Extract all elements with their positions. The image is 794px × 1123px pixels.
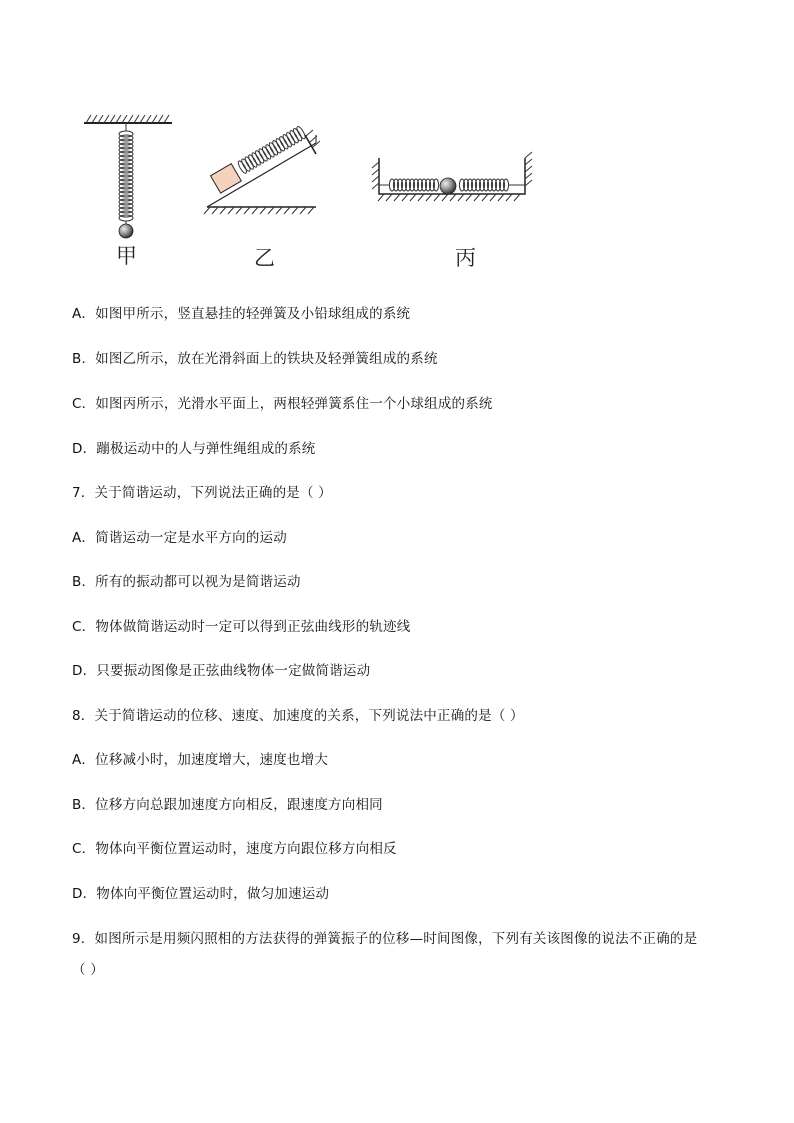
- q9-stem: 9．如图所示是用频闪照相的方法获得的弹簧振子的位移—时间图像，下列有关该图像的说法不正确的是: [72, 931, 698, 947]
- q6-option-a: A．如图甲所示，竖直悬挂的轻弹簧及小铅球组成的系统: [72, 306, 411, 322]
- q7-option-d: D．只要振动图像是正弦曲线物体一定做简谐运动: [72, 663, 371, 679]
- q7-stem: 7．关于简谐运动，下列说法正确的是（ ）: [72, 485, 332, 501]
- q8-stem: 8．关于简谐运动的位移、速度、加速度的关系，下列说法中正确的是（ ）: [72, 708, 524, 724]
- spring-figures: [0, 0, 794, 290]
- q6-option-b: B．如图乙所示，放在光滑斜面上的铁块及轻弹簧组成的系统: [72, 351, 438, 367]
- figure-jia: [84, 115, 172, 238]
- figure-label-bing: 丙: [455, 246, 476, 270]
- q8-option-b: B．位移方向总跟加速度方向相反，跟速度方向相同: [72, 797, 383, 813]
- figure-label-yi: 乙: [254, 246, 275, 270]
- q8-option-c: C．物体向平衡位置运动时，速度方向跟位移方向相反: [72, 841, 397, 857]
- q9-stem-parenthesis: （ ）: [72, 962, 104, 978]
- figure-label-jia: 甲: [116, 244, 137, 268]
- figure-yi: [204, 125, 320, 214]
- q6-option-d: D．蹦极运动中的人与弹性绳组成的系统: [72, 441, 316, 457]
- q6-option-c: C．如图丙所示，光滑水平面上，两根轻弹簧系住一个小球组成的系统: [72, 396, 493, 412]
- figure-bing: [372, 152, 532, 201]
- q7-option-c: C．物体做简谐运动时一定可以得到正弦曲线形的轨迹线: [72, 619, 411, 635]
- q8-option-d: D．物体向平衡位置运动时，做匀加速运动: [72, 886, 330, 902]
- q7-option-b: B．所有的振动都可以视为是简谐运动: [72, 574, 301, 590]
- q7-option-a: A．简谐运动一定是水平方向的运动: [72, 530, 287, 546]
- q8-option-a: A．位移减小时，加速度增大，速度也增大: [72, 752, 329, 768]
